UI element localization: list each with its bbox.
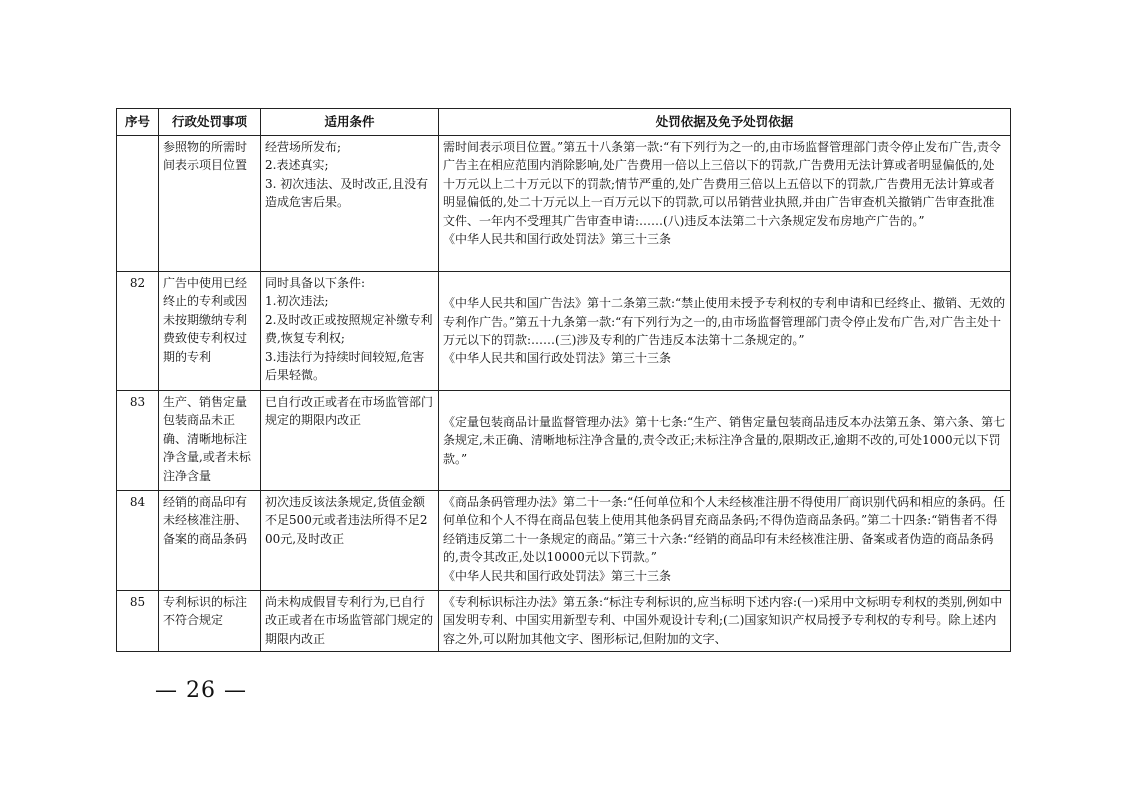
condition-line: 尚未构成假冒专利行为,已自行改正或者在市场监管部门规定的期限内改正 — [265, 595, 434, 646]
row-basis — [439, 272, 1011, 391]
table-row — [117, 136, 1011, 272]
row-number: 82 — [117, 272, 159, 391]
condition-line: 2.及时改正或按照规定补缴专利费,恢复专利权; — [265, 312, 433, 346]
header-seq: 序号 — [117, 109, 159, 136]
row-basis — [439, 391, 1011, 491]
row-conditions — [261, 272, 439, 391]
row-number: 83 — [117, 391, 159, 491]
condition-line: 3.违法行为持续时间较短,危害后果轻微。 — [265, 349, 425, 383]
basis-paragraph: 《商品条码管理办法》第二十一条:“任何单位和个人未经核准注册不得使用厂商识别代码和相应的条码。任何单位和个人不得在商品包装上使用其他条码冒充商品条码;不得伪造商品条码。”第二十四条:“销售者不得经销违反第二十一条规定的商品。”第三十六条:“经销的商品印有未经核准注册、备案或者伪造的商品条码的,责令其改正,处以10000元以下罚款。” — [443, 495, 1006, 565]
penalty-table — [116, 108, 1011, 652]
row-item: 生产、销售定量包装商品未正确、清晰地标注净含量,或者未标注净含量 — [159, 391, 261, 491]
row-conditions — [261, 491, 439, 591]
condition-line: 已自行改正或者在市场监管部门规定的期限内改正 — [265, 395, 434, 428]
condition-line: 2.表述真实; — [265, 158, 329, 173]
condition-line: 3. 初次违法、及时改正,且没有造成危害后果。 — [265, 176, 429, 210]
condition-line: 经营场所发布; — [265, 140, 342, 154]
header-basis: 处罚依据及免予处罚依据 — [439, 109, 1011, 136]
row-basis — [439, 591, 1011, 652]
row-number: 85 — [117, 591, 159, 652]
header-conditions: 适用条件 — [261, 109, 439, 136]
page-number: — 26 — — [155, 678, 247, 703]
row-item: 经销的商品印有未经核准注册、备案的商品条码 — [159, 491, 261, 591]
condition-line: 初次违反该法条规定,货值金额不足500元或者违法所得不足200元,及时改正 — [265, 495, 428, 546]
basis-paragraph: 需时间表示项目位置。”第五十八条第一款:“有下列行为之一的,由市场监督管理部门责令停止发布广告,责令广告主在相应范围内消除影响,处广告费用一倍以上三倍以下的罚款,广告费用无法计算或者明显偏低的,处十万元以上二十万元以下的罚款;情节严重的,处广告费用三倍以上五倍以下的罚款,广告费用无法计算或者明显偏低的,处二十万元以上一百万元以下的罚款,可以吊销营业执照,并由广告审查机关撤销广告审查批准文件、一年内不受理其广告审查申请:……(八)违反本法第二十六条规定发布房地产广告的。” — [443, 140, 1001, 228]
basis-paragraph: 《中华人民共和国行政处罚法》第三十三条 — [443, 232, 672, 247]
condition-line: 1.初次违法; — [265, 294, 329, 309]
table-row — [117, 391, 1011, 491]
row-item: 广告中使用已经终止的专利或因未按期缴纳专利费致使专利权过期的专利 — [159, 272, 261, 391]
basis-paragraph: 《中华人民共和国行政处罚法》第三十三条 — [443, 568, 672, 583]
basis-paragraph: 《中华人民共和国行政处罚法》第三十三条 — [443, 351, 672, 366]
header-item: 行政处罚事项 — [159, 109, 261, 136]
row-item: 参照物的所需时间表示项目位置 — [159, 136, 261, 272]
row-item: 专利标识的标注不符合规定 — [159, 591, 261, 652]
row-conditions — [261, 136, 439, 272]
row-basis — [439, 491, 1011, 591]
row-number — [117, 136, 159, 272]
row-basis — [439, 136, 1011, 272]
row-conditions — [261, 591, 439, 652]
row-number: 84 — [117, 491, 159, 591]
row-conditions — [261, 391, 439, 491]
condition-line: 同时具备以下条件: — [265, 276, 366, 290]
table-row — [117, 591, 1011, 652]
basis-paragraph: 《中华人民共和国广告法》第十二条第三款:“禁止使用未授予专利权的专利申请和已经终止、撤销、无效的专利作广告。”第五十九条第一款:“有下列行为之一的,由市场监督管理部门责令停止发布广告,对广告主处十万元以下的罚款:……(三)涉及专利的广告违反本法第十二条规定的。” — [443, 296, 1006, 347]
table-row — [117, 491, 1011, 591]
table-header-row — [117, 109, 1011, 136]
basis-paragraph: 《定量包装商品计量监督管理办法》第十七条:“生产、销售定量包装商品违反本办法第五条、第六条、第七条规定,未正确、清晰地标注净含量的,责令改正;未标注净含量的,限期改正,逾期不改的,可处1000元以下罚款。” — [443, 414, 1006, 466]
basis-paragraph: 《专利标识标注办法》第五条:“标注专利标识的,应当标明下述内容:(一)采用中文标明专利权的类别,例如中国发明专利、中国实用新型专利、中国外观设计专利;(二)国家知识产权局授予专利权的专利号。除上述内容之外,可以附加其他文字、图形标记,但附加的文字、 — [443, 595, 1003, 646]
table-row — [117, 272, 1011, 391]
